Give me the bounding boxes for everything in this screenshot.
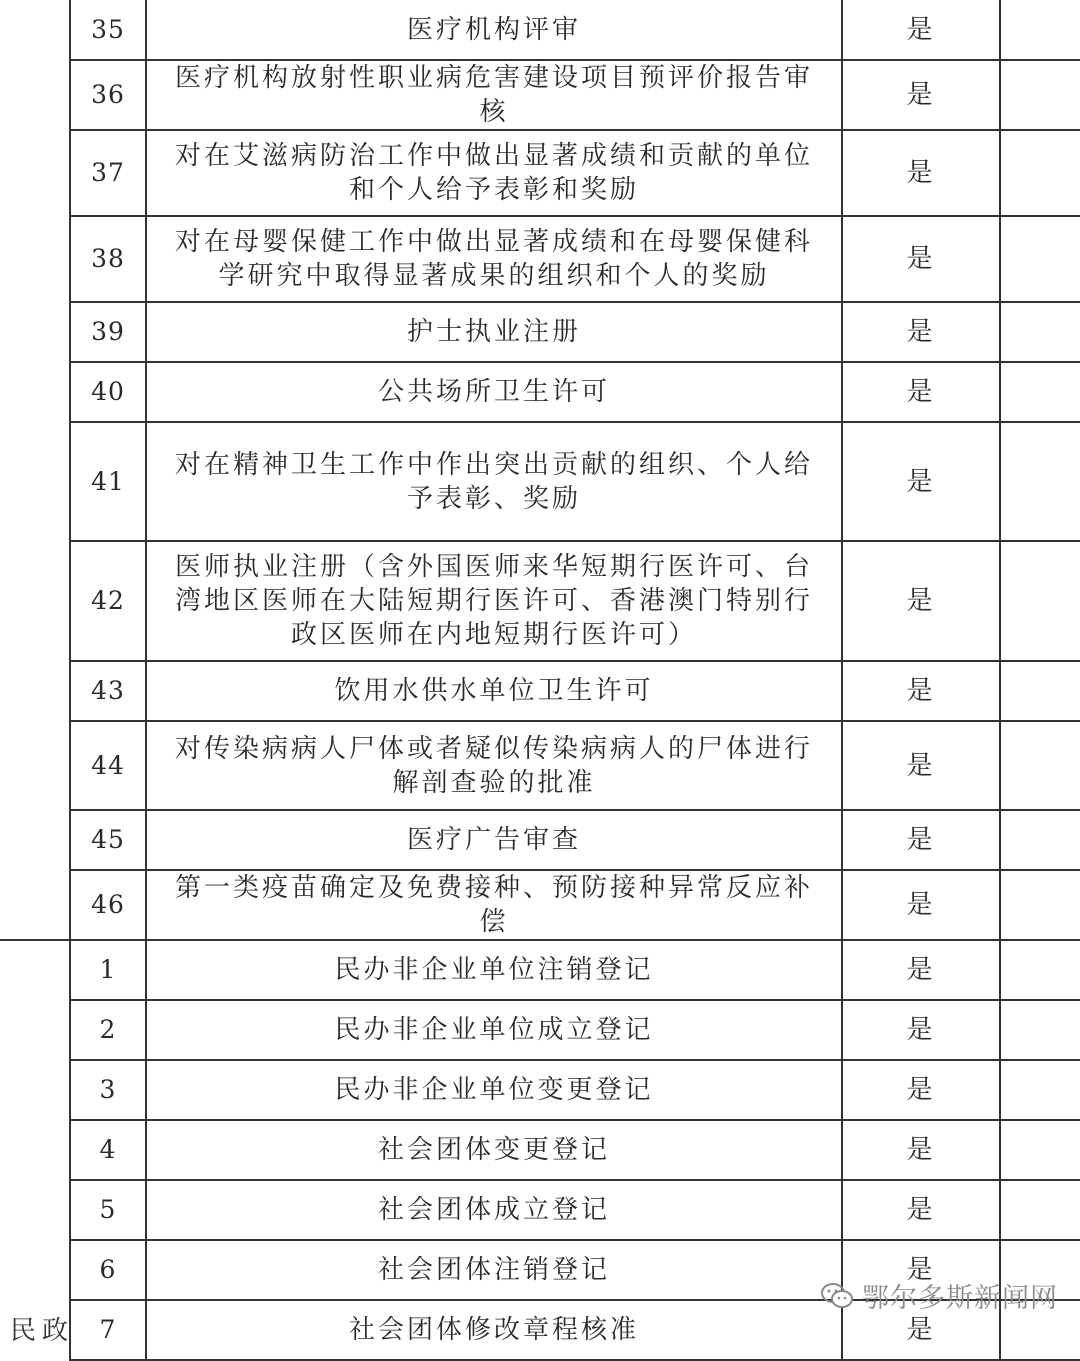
- table-row: [0, 661, 1080, 721]
- remark-cell: [1000, 60, 1080, 130]
- table-row: [0, 1060, 1080, 1120]
- row-number: 38: [70, 216, 146, 302]
- row-number: 4: [70, 1120, 146, 1180]
- item-name: 对在艾滋病防治工作中做出显著成绩和贡献的单位和个人给予表彰和奖励: [146, 130, 842, 216]
- row-number: 36: [70, 60, 146, 130]
- remark-cell: [1000, 422, 1080, 541]
- table-row: [0, 302, 1080, 362]
- item-name: 社会团体修改章程核准: [146, 1300, 842, 1360]
- remark-cell: [1000, 1180, 1080, 1240]
- table-row: [0, 362, 1080, 422]
- row-number: 46: [70, 870, 146, 940]
- remark-cell: [1000, 362, 1080, 422]
- yes-flag: 是: [842, 60, 1000, 130]
- item-name: 社会团体变更登记: [146, 1120, 842, 1180]
- item-name: 对在母婴保健工作中做出显著成绩和在母婴保健科学研究中取得显著成果的组织和个人的奖励: [146, 216, 842, 302]
- remark-cell: [1000, 130, 1080, 216]
- yes-flag: 是: [842, 302, 1000, 362]
- remark-cell: [1000, 541, 1080, 661]
- table-row: [0, 1120, 1080, 1180]
- remark-cell: [1000, 1120, 1080, 1180]
- item-name: 民办非企业单位变更登记: [146, 1060, 842, 1120]
- row-number: 7: [70, 1300, 146, 1360]
- remark-cell: [1000, 721, 1080, 810]
- row-number: 39: [70, 302, 146, 362]
- yes-flag: 是: [842, 940, 1000, 1000]
- row-number: 40: [70, 362, 146, 422]
- row-number: 2: [70, 1000, 146, 1060]
- yes-flag: 是: [842, 130, 1000, 216]
- table-row: [0, 422, 1080, 541]
- yes-flag: 是: [842, 721, 1000, 810]
- item-name: 医师执业注册（含外国医师来华短期行医许可、台湾地区医师在大陆短期行医许可、香港澳门特别行政区医师在内地短期行医许可）: [146, 541, 842, 661]
- item-name: 公共场所卫生许可: [146, 362, 842, 422]
- item-name: 对在精神卫生工作中作出突出贡献的组织、个人给予表彰、奖励: [146, 422, 842, 541]
- row-number: 35: [70, 0, 146, 60]
- remark-cell: [1000, 1000, 1080, 1060]
- item-name: 第一类疫苗确定及免费接种、预防接种异常反应补偿: [146, 870, 842, 940]
- table-row: [0, 810, 1080, 870]
- yes-flag: 是: [842, 1180, 1000, 1240]
- row-number: 45: [70, 810, 146, 870]
- row-number: 6: [70, 1240, 146, 1300]
- table-row: [0, 940, 1080, 1000]
- yes-flag: 是: [842, 1060, 1000, 1120]
- item-name: 民办非企业单位注销登记: [146, 940, 842, 1000]
- row-number: 42: [70, 541, 146, 661]
- table-row: [0, 1000, 1080, 1060]
- item-name: 医疗广告审查: [146, 810, 842, 870]
- yes-flag: 是: [842, 541, 1000, 661]
- item-name: 民办非企业单位成立登记: [146, 1000, 842, 1060]
- item-name: 医疗机构放射性职业病危害建设项目预评价报告审核: [146, 60, 842, 130]
- remark-cell: [1000, 302, 1080, 362]
- yes-flag: 是: [842, 1120, 1000, 1180]
- remark-cell: [1000, 1060, 1080, 1120]
- remark-cell: [1000, 870, 1080, 940]
- row-number: 41: [70, 422, 146, 541]
- row-number: 1: [70, 940, 146, 1000]
- table-row: [0, 541, 1080, 661]
- row-number: 43: [70, 661, 146, 721]
- table-row: [0, 130, 1080, 216]
- item-name: 社会团体注销登记: [146, 1240, 842, 1300]
- department-cell: [0, 940, 70, 1360]
- row-number: 44: [70, 721, 146, 810]
- table-row: [0, 1180, 1080, 1240]
- yes-flag: 是: [842, 870, 1000, 940]
- item-name: 医疗机构评审: [146, 0, 842, 60]
- yes-flag: 是: [842, 422, 1000, 541]
- row-number: 37: [70, 130, 146, 216]
- yes-flag: 是: [842, 0, 1000, 60]
- yes-flag: 是: [842, 362, 1000, 422]
- department-label: 民政: [10, 1316, 75, 1346]
- yes-flag: 是: [842, 1240, 1000, 1300]
- yes-flag: 是: [842, 1300, 1000, 1360]
- watermark: [820, 1276, 1058, 1315]
- yes-flag: 是: [842, 1000, 1000, 1060]
- item-name: 对传染病病人尸体或者疑似传染病病人的尸体进行解剖查验的批准: [146, 721, 842, 810]
- department-cell: [0, 0, 70, 940]
- row-number: 5: [70, 1180, 146, 1240]
- item-name: 社会团体成立登记: [146, 1180, 842, 1240]
- yes-flag: 是: [842, 661, 1000, 721]
- remark-cell: [1000, 810, 1080, 870]
- table-row: [0, 0, 1080, 60]
- table-row: [0, 721, 1080, 810]
- watermark-text: 鄂尔多斯新闻网: [862, 1283, 1058, 1314]
- table-row: [0, 60, 1080, 130]
- yes-flag: 是: [842, 810, 1000, 870]
- remark-cell: [1000, 0, 1080, 60]
- item-name: 护士执业注册: [146, 302, 842, 362]
- table-row: [0, 870, 1080, 940]
- wechat-icon: [820, 1282, 854, 1310]
- row-number: 3: [70, 1060, 146, 1120]
- remark-cell: [1000, 661, 1080, 721]
- remark-cell: [1000, 940, 1080, 1000]
- yes-flag: 是: [842, 216, 1000, 302]
- table-row: [0, 216, 1080, 302]
- remark-cell: [1000, 216, 1080, 302]
- item-name: 饮用水供水单位卫生许可: [146, 661, 842, 721]
